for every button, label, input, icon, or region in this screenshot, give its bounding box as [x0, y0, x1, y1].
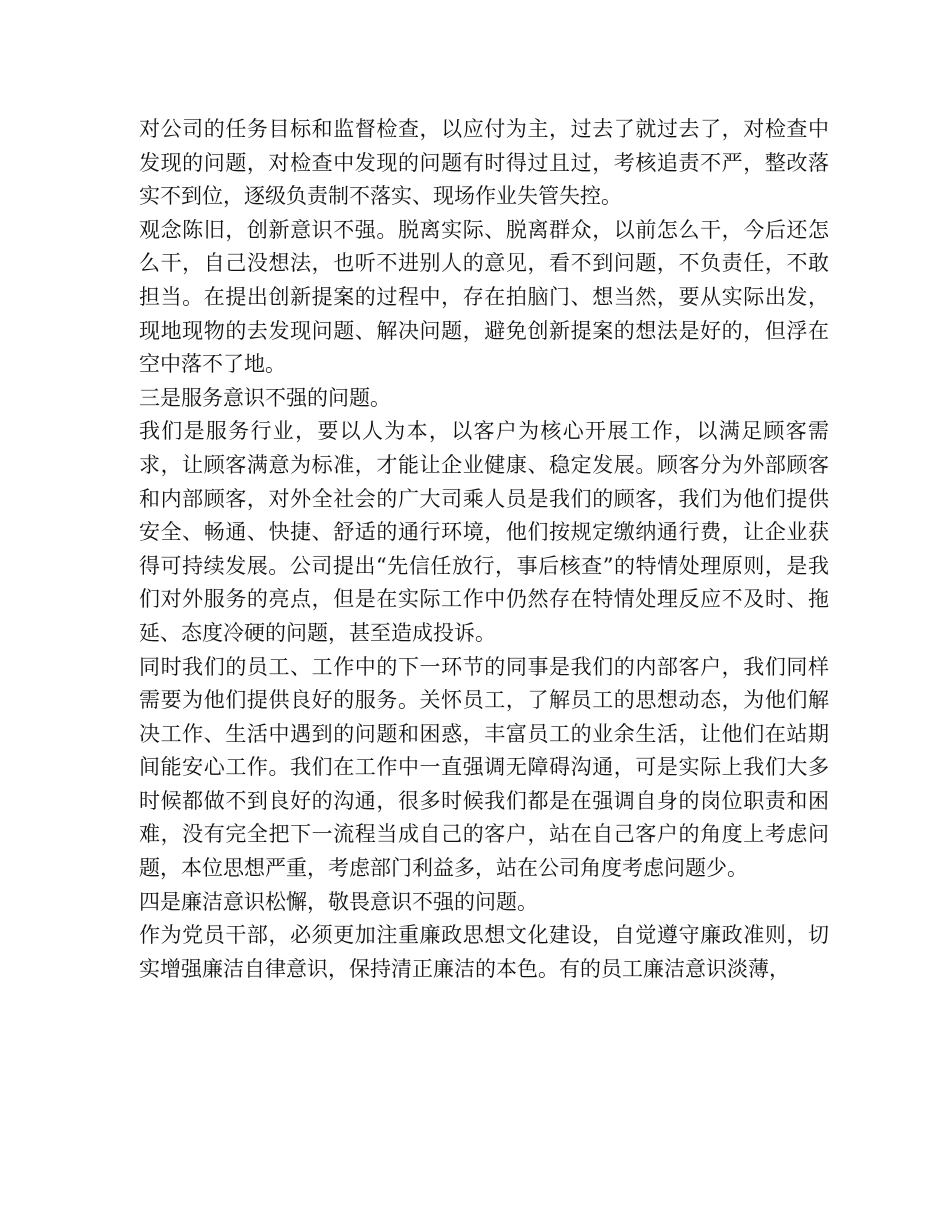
paragraph-5: 同时我们的员工、工作中的下一环节的同事是我们的内部客户，我们同样需要为他们提供良好的服务。关怀员工，了解员工的思想动态，为他们解决工作、生活中遇到的问题和困惑，丰富员工的业余生活，让他们在站期间能安心工作。我们在工作中一直强调无障碍沟通，可是实际上我们大多时候都做不到良好的沟通，很多时候我们都是在强调自身的岗位职责和困难，没有完全把下一流程当成自己的客户，站在自己客户的角度上考虑问题，本位思想严重，考虑部门利益多，站在公司角度考虑问题少。: [139, 654, 829, 881]
section-heading-3: 三是服务意识不强的问题。: [139, 385, 391, 410]
section-heading-4: 四是廉洁意识松懈，敬畏意识不强的问题。: [139, 889, 538, 914]
paragraph-1: 对公司的任务目标和监督检查，以应付为主，过去了就过去了，对检查中发现的问题，对检查中发现的问题有时得过且过，考核追责不严，整改落实不到位，逐级负责制不落实、现场作业失管失控。: [139, 117, 829, 209]
paragraph-4: 我们是服务行业，要以人为本，以客户为核心开展工作，以满足顾客需求，让顾客满意为标准，才能让企业健康、稳定发展。顾客分为外部顾客和内部顾客，对外全社会的广大司乘人员是我们的顾客，我们为他们提供安全、畅通、快捷、舒适的通行环境，他们按规定缴纳通行费，让企业获得可持续发展。公司提出“先信任放行，事后核查”的特情处理原则，是我们对外服务的亮点，但是在实际工作中仍然存在特情处理反应不及时、拖延、态度冷硬的问题，甚至造成投诉。: [139, 419, 829, 645]
document-body: [139, 113, 829, 986]
paragraph-2: 观念陈旧，创新意识不强。脱离实际、脱离群众，以前怎么干，今后还怎么干，自己没想法，也听不进别人的意见，看不到问题，不负责任，不敢担当。在提出创新提案的过程中，存在拍脑门、想当然，要从实际出发，现地现物的去发现问题、解决问题，避免创新提案的想法是好的，但浮在空中落不了地。: [139, 217, 829, 377]
paragraph-7: 作为党员干部，必须更加注重廉政思想文化建设，自觉遵守廉政准则，切实增强廉洁自律意识，保持清正廉洁的本色。有的员工廉洁意识淡薄，: [139, 923, 829, 981]
